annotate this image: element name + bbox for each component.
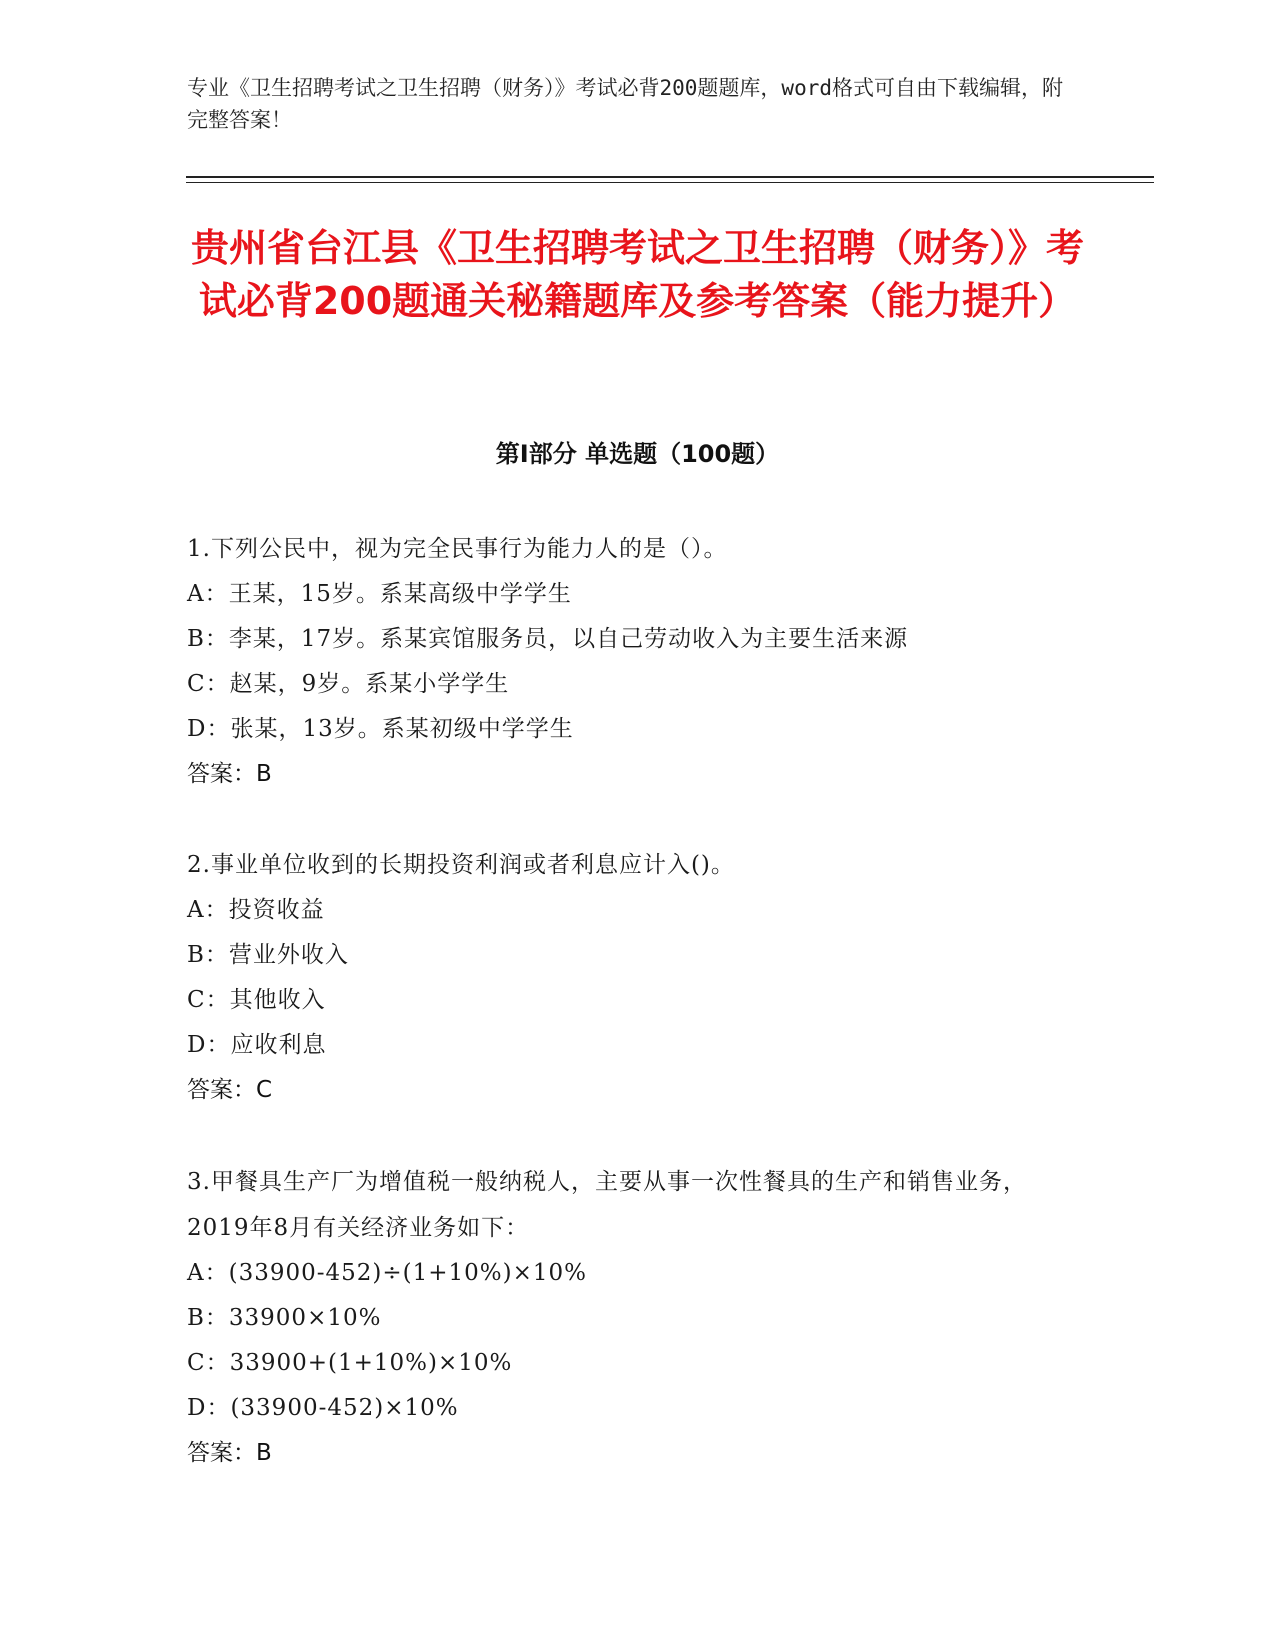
option-c: C：33900+(1+10%)×10% [187, 1350, 513, 1376]
document-title: 贵州省台江县《卫生招聘考试之卫生招聘（财务）》考试必背200题通关秘籍题库及参考答案（能力提升） [190, 226, 1084, 323]
intro-text: 专业《卫生招聘考试之卫生招聘（财务）》考试必背200题题库，word格式可自由下载编辑，附完整答案！ [187, 76, 1063, 132]
question-text: 1.下列公民中，视为完全民事行为能力人的是（）。 [187, 536, 728, 562]
header-rule-thick [186, 176, 1154, 178]
option-b: B：营业外收入 [187, 942, 349, 968]
option-c: C：其他收入 [187, 987, 326, 1013]
option-a: A：(33900-452)÷(1+10%)×10% [187, 1260, 588, 1286]
option-a: A：王某，15岁。系某高级中学学生 [187, 581, 572, 607]
question-2 [187, 843, 1077, 1113]
option-d: D：(33900-452)×10% [187, 1395, 459, 1421]
option-a: A：投资收益 [187, 897, 325, 923]
answer: 答案：B [187, 761, 272, 787]
option-b: B：李某，17岁。系某宾馆服务员，以自己劳动收入为主要生活来源 [187, 626, 909, 652]
question-list [187, 527, 1077, 1522]
option-d: D：应收利息 [187, 1032, 327, 1058]
section-heading: 第I部分 单选题（100题） [495, 440, 780, 468]
question-3 [187, 1159, 1077, 1476]
option-c: C：赵某，9岁。系某小学学生 [187, 671, 510, 697]
option-b: B：33900×10% [187, 1305, 382, 1331]
question-text: 2.事业单位收到的长期投资利润或者利息应计入()。 [187, 852, 735, 878]
answer: 答案：C [187, 1077, 273, 1103]
question-text: 3.甲餐具生产厂为增值税一般纳税人，主要从事一次性餐具的生产和销售业务，2019年8月有关经济业务如下： [187, 1169, 1027, 1241]
header-rule-thin [186, 182, 1154, 183]
answer: 答案：B [187, 1440, 272, 1466]
option-d: D：张某，13岁。系某初级中学学生 [187, 716, 574, 742]
question-1 [187, 527, 1077, 797]
